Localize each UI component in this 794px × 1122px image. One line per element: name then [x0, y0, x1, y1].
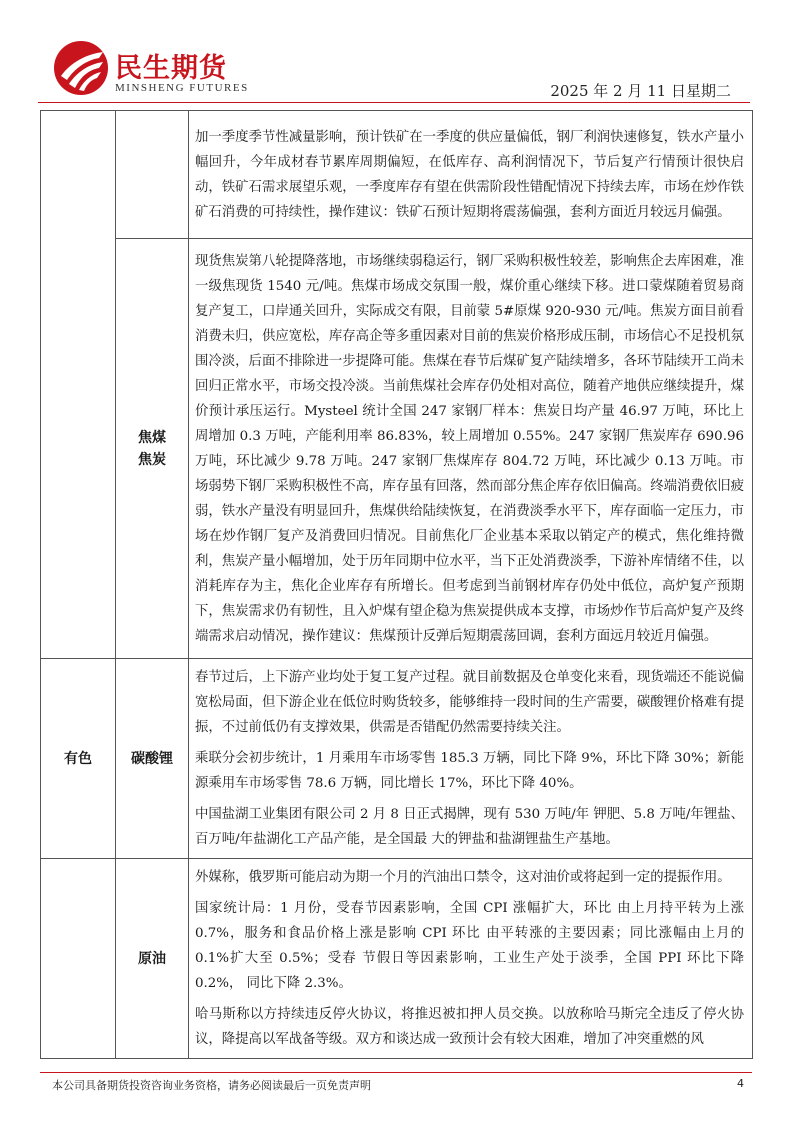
page-header: [47, 36, 747, 104]
commentary-cell: [189, 239, 753, 659]
commodity-cell: 焦煤 焦炭: [116, 239, 189, 659]
footer-disclaimer: 本公司具备期货投资咨询业务资格，请务必阅读最后一页免责声明: [52, 1079, 371, 1092]
table-row: [41, 111, 753, 239]
sector-cell: 有色: [41, 659, 116, 859]
report-date: 2025 年 2 月 11 日星期二: [550, 82, 731, 100]
commodity-cell: 原油: [116, 859, 189, 1059]
brand-name-cn: 民生期货: [115, 53, 227, 84]
commentary-paragraph: 国家统计局：1 月份，受春节因素影响，全国 CPI 涨幅扩大，环比 由上月持平转为上涨 0.7%，服务和食品价格上涨是影响 CPI 环比 由平转涨的主要因素；同比涨幅由上月的 0.1%扩大至 0.5%；受春 节假日等因素影响，工业生产处于淡季，全国 PPI 环比下降 0.2%， 同比下降 2.3%。: [195, 901, 744, 991]
sector-cell: [41, 859, 116, 1059]
commentary-cell: [189, 111, 753, 239]
commentary-paragraph: 外媒称，俄罗斯可能启动为期一个月的汽油出口禁令，这对油价或将起到一定的提振作用。: [195, 870, 731, 885]
commodity-cell: [116, 111, 189, 239]
brand-name-en: MINSHENG FUTURES: [115, 82, 249, 94]
commentary-paragraph: 现货焦炭第八轮提降落地，市场继续弱稳运行，钢厂采购积极性较差，影响焦企去库困难，准一级焦现货 1540 元/吨。焦煤市场成交氛围一般，煤价重心继续下移。进口蒙煤随着贸易商复产复工，口岸通关回升，实际成交有限，目前蒙 5#原煤 920-930 元/吨。焦炭方面目前看消费未归，供应宽松，库存高企等多重因素对目前的焦炭价格形成压制，市场信心不足投机氛围冷淡，后面不排除进一步提降可能。焦煤在春节后煤矿复产陆续增多，各环节陆续开工尚未回归正常水平，市场交投冷淡。当前焦煤社会库存仍处相对高位，随着产地供应继续提升，煤价预计承压运行。Mysteel 统计全国 247 家钢厂样本：焦炭日均产量 46.97 万吨，环比上周增加 0.3 万吨，产能利用率 86.83%，较上周增加 0.55%。247 家钢厂焦炭库存 690.96 万吨，环比减少 9.78 万吨。247 家钢厂焦煤库存 804.72 万吨，环比减少 0.13 万吨。市场弱势下钢厂采购积极性不高，库存虽有回落，然而部分焦企库存依旧偏高。终端消费依旧疲弱，铁水产量没有明显回升，焦煤供给陆续恢复，在消费淡季水平下，库存面临一定压力，市场在炒作钢厂复产及消费回归情况。目前焦化厂企业基本采取以销定产的模式，焦化维持微利，焦炭产量小幅增加，处于历年同期中位水平，当下正处消费淡季，下游补库情绪不佳，以消耗库存为主，焦化企业库存有所增长。但考虑到当前钢材库存仍处中低位，高炉复产预期下，焦炭需求仍有韧性，且入炉煤有望企稳为焦炭提供成本支撑，市场炒作节后高炉复产及终端需求启动情况，操作建议：焦煤预计反弹后短期震荡回调，套利方面远月较近月偏强。: [195, 253, 745, 644]
page-number: 4: [737, 1077, 744, 1090]
minsheng-logo-icon: [53, 40, 109, 96]
table-row: [41, 239, 753, 659]
commentary-paragraph: 乘联分会初步统计，1 月乘用车市场零售 185.3 万辆，同比下降 9%，环比下降 30%；新能源乘用车市场零售 78.6 万辆，同比增长 17%，环比下降 40%。: [195, 751, 744, 791]
commentary-cell: [189, 859, 753, 1059]
sector-cell: [41, 111, 116, 659]
table-row: [41, 659, 753, 859]
footer-divider: [40, 1072, 752, 1073]
commentary-paragraph: 加一季度季节性减量影响，预计铁矿在一季度的供应量偏低，钢厂利润快速修复，铁水产量小幅回升，今年成材春节累库周期偏短，在低库存、高利润情况下，节后复产行情预计很快启动，铁矿石需求展望乐观，一季度库存有望在供需阶段性错配情况下持续去库，市场在炒作铁矿石消费的可持续性，操作建议：铁矿石预计短期将震荡偏强，套利方面近月较远月偏强。: [195, 129, 745, 220]
commentary-paragraph: 中国盐湖工业集团有限公司 2 月 8 日正式揭牌，现有 530 万吨/年 钾肥、5.8 万吨/年锂盐、百万吨/年盐湖化工产品产能，是全国最 大的钾盐和盐湖锂盐生产基地。: [195, 807, 744, 847]
commentary-paragraph: 哈马斯称以方持续违反停火协议，将推迟被扣押人员交换。以放称哈马斯完全违反了停火协议，降提高以军战备等级。双方和谈达成一致预计会有较大困难，增加了冲突重燃的风: [195, 1007, 744, 1047]
header-divider: [38, 102, 750, 103]
table-row: [41, 859, 753, 1059]
commentary-cell: [189, 659, 753, 859]
commodity-table: [40, 110, 753, 1059]
commentary-paragraph: 春节过后，上下游产业均处于复工复产过程。就目前数据及仓单变化来看，现货端还不能说偏宽松局面，但下游企业在低位时购货较多，能够维持一段时间的生产需要，碳酸锂价格难有提振，不过前低仍有支撑效果，供需是否错配仍然需要持续关注。: [195, 670, 745, 735]
commodity-cell: 碳酸锂: [116, 659, 189, 859]
